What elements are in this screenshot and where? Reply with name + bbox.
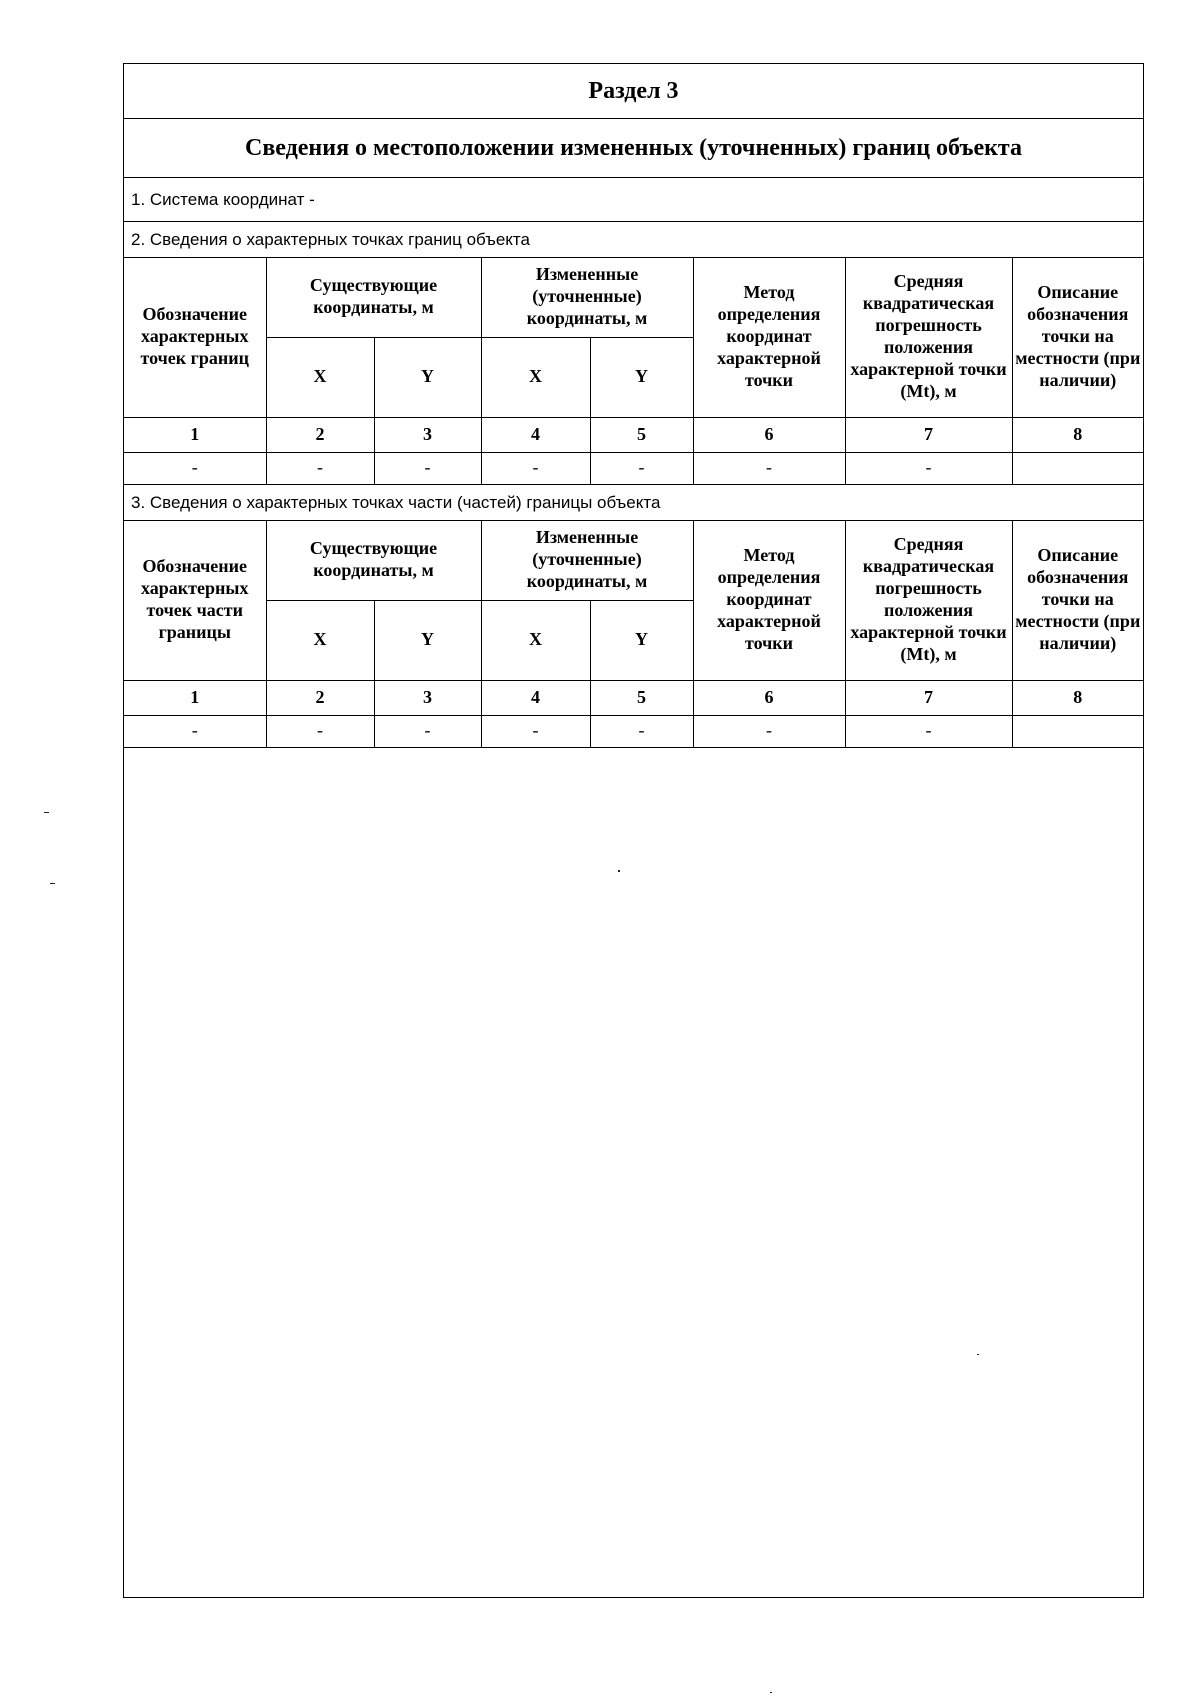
column-number: 7 bbox=[845, 417, 1012, 452]
table-cell bbox=[1012, 452, 1143, 484]
table-cell: - bbox=[374, 715, 481, 747]
table-cell: - bbox=[590, 715, 693, 747]
header-mean-error: Средняя квадратическая погрешность положения характерной точки (Mt), м bbox=[845, 257, 1012, 417]
points-table bbox=[124, 257, 1143, 485]
column-number: 5 bbox=[590, 680, 693, 715]
table-cell: - bbox=[845, 715, 1012, 747]
coordinate-system-label: 1. Система координат - bbox=[131, 189, 315, 209]
part-points-table bbox=[124, 520, 1143, 748]
table-cell: - bbox=[693, 715, 845, 747]
column-number: 4 bbox=[481, 680, 590, 715]
table-cell: - bbox=[266, 715, 374, 747]
header-x-existing: X bbox=[266, 337, 374, 417]
column-number: 3 bbox=[374, 417, 481, 452]
scan-speck bbox=[44, 812, 49, 813]
column-number: 6 bbox=[693, 417, 845, 452]
column-number: 7 bbox=[845, 680, 1012, 715]
header-x-changed: X bbox=[481, 337, 590, 417]
header-changed-coordinates: Измененные (уточненные) координаты, м bbox=[481, 520, 693, 600]
scan-speck bbox=[50, 883, 55, 884]
column-number: 8 bbox=[1012, 680, 1143, 715]
scan-speck bbox=[618, 870, 620, 872]
table-cell: - bbox=[374, 452, 481, 484]
header-description: Описание обозначения точки на местности (при наличии) bbox=[1012, 520, 1143, 680]
column-number: 2 bbox=[266, 417, 374, 452]
divider bbox=[124, 747, 1143, 748]
table-cell: - bbox=[481, 452, 590, 484]
column-number: 8 bbox=[1012, 417, 1143, 452]
table-cell: - bbox=[845, 452, 1012, 484]
section-title: Раздел 3 bbox=[588, 77, 679, 104]
table-cell: - bbox=[481, 715, 590, 747]
column-numbers-row bbox=[124, 417, 1143, 452]
header-y-existing: Y bbox=[374, 337, 481, 417]
column-number: 1 bbox=[124, 680, 266, 715]
header-y-changed: Y bbox=[590, 337, 693, 417]
table2-caption: 3. Сведения о характерных точках части (частей) границы объекта bbox=[131, 492, 661, 512]
header-x-changed: X bbox=[481, 600, 590, 680]
header-description: Описание обозначения точки на местности (при наличии) bbox=[1012, 257, 1143, 417]
table-row bbox=[124, 452, 1143, 484]
table-cell: - bbox=[590, 452, 693, 484]
table-cell: - bbox=[693, 452, 845, 484]
header-method: Метод определения координат характерной точки bbox=[693, 257, 845, 417]
header-y-existing: Y bbox=[374, 600, 481, 680]
table-cell: - bbox=[124, 452, 266, 484]
header-changed-coordinates: Измененные (уточненные) координаты, м bbox=[481, 257, 693, 337]
column-number: 6 bbox=[693, 680, 845, 715]
section-subtitle: Сведения о местоположении измененных (уточненных) границ объекта bbox=[244, 134, 1023, 161]
header-point-designation: Обозначение характерных точек границ bbox=[124, 257, 266, 417]
header-y-changed: Y bbox=[590, 600, 693, 680]
column-number: 3 bbox=[374, 680, 481, 715]
table-cell: - bbox=[124, 715, 266, 747]
table-cell: - bbox=[266, 452, 374, 484]
document-frame bbox=[123, 63, 1144, 1598]
column-numbers-row bbox=[124, 680, 1143, 715]
column-number: 1 bbox=[124, 417, 266, 452]
column-number: 5 bbox=[590, 417, 693, 452]
column-number: 2 bbox=[266, 680, 374, 715]
scan-speck bbox=[770, 1692, 772, 1693]
header-existing-coordinates: Существующие координаты, м bbox=[266, 520, 481, 600]
scan-speck bbox=[977, 1354, 979, 1355]
table1-caption: 2. Сведения о характерных точках границ объекта bbox=[131, 229, 530, 249]
header-existing-coordinates: Существующие координаты, м bbox=[266, 257, 481, 337]
header-point-designation: Обозначение характерных точек части границы bbox=[124, 520, 266, 680]
header-x-existing: X bbox=[266, 600, 374, 680]
table-row bbox=[124, 715, 1143, 747]
table-cell bbox=[1012, 715, 1143, 747]
header-method: Метод определения координат характерной точки bbox=[693, 520, 845, 680]
header-mean-error: Средняя квадратическая погрешность положения характерной точки (Mt), м bbox=[845, 520, 1012, 680]
column-number: 4 bbox=[481, 417, 590, 452]
